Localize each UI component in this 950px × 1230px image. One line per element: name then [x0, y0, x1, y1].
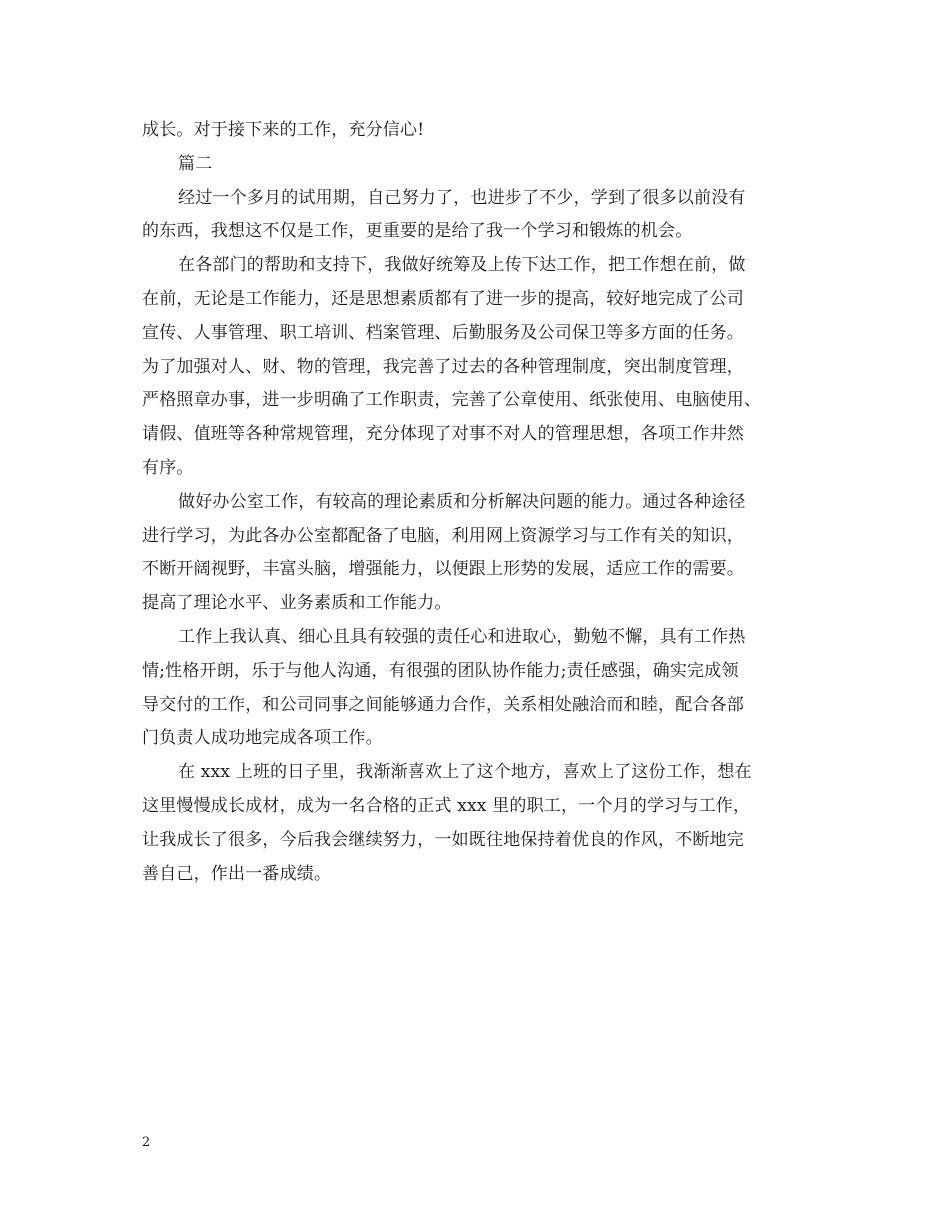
text-line: 工作上我认真、细心且具有较强的责任心和进取心，勤勉不懈，具有工作热 [178, 626, 746, 647]
text-line: 导交付的工作，和公司同事之间能够通力合作，关系相处融洽而和睦，配合各部 [142, 694, 744, 715]
text-line: 门负责人成功地完成各项工作。 [142, 728, 383, 749]
text-line: 进行学习，为此各办公室都配备了电脑，利用网上资源学习与工作有关的知识， [142, 525, 744, 546]
text-line: 的东西，我想这不仅是工作，更重要的是给了我一个学习和锻炼的机会。 [142, 221, 693, 242]
text-line: 在前，无论是工作能力，还是思想素质都有了进一步的提高，较好地完成了公司 [142, 288, 744, 309]
text-line: 提高了理论水平、业务素质和工作能力。 [142, 593, 452, 614]
text-line: 宣传、人事管理、职工培训、档案管理、后勤服务及公司保卫等多方面的任务。 [142, 322, 744, 343]
document-body [142, 114, 810, 891]
text-line: 成长。对于接下来的工作，充分信心! [142, 120, 425, 140]
text-line: 请假、值班等各种常规管理，充分体现了对事不对人的管理思想，各项工作井然 [142, 424, 744, 445]
text-line: 有序。 [142, 457, 194, 478]
text-line: 善自己，作出一番成绩。 [142, 863, 332, 884]
text-line: 经过一个多月的试用期，自己努力了，也进步了不少，学到了很多以前没有 [178, 187, 746, 208]
page-number: 2 [142, 1135, 151, 1150]
text-line: 在各部门的帮助和支持下，我做好统筹及上传下达工作，把工作想在前，做 [178, 255, 746, 276]
text-line: 在 xxx 上班的日子里，我渐渐喜欢上了这个地方，喜欢上了这份工作，想在 [178, 762, 752, 783]
section-heading: 篇二 [178, 153, 213, 174]
text-line: 做好办公室工作，有较高的理论素质和分析解决问题的能力。通过各种途径 [178, 491, 746, 512]
text-line: 为了加强对人、财、物的管理，我完善了过去的各种管理制度，突出制度管理， [142, 356, 744, 377]
text-line: 不断开阔视野，丰富头脑，增强能力，以便跟上形势的发展，适应工作的需要。 [142, 559, 744, 580]
text-line: 情;性格开朗，乐于与他人沟通，有很强的团队协作能力;责任感强，确实完成领 [142, 660, 739, 681]
text-line: 严格照章办事，进一步明确了工作职责，完善了公章使用、纸张使用、电脑使用、 [142, 390, 762, 411]
text-line: 让我成长了很多，今后我会继续努力，一如既往地保持着优良的作风，不断地完 [142, 829, 744, 850]
text-line: 这里慢慢成长成材，成为一名合格的正式 xxx 里的职工，一个月的学习与工作， [142, 795, 751, 816]
